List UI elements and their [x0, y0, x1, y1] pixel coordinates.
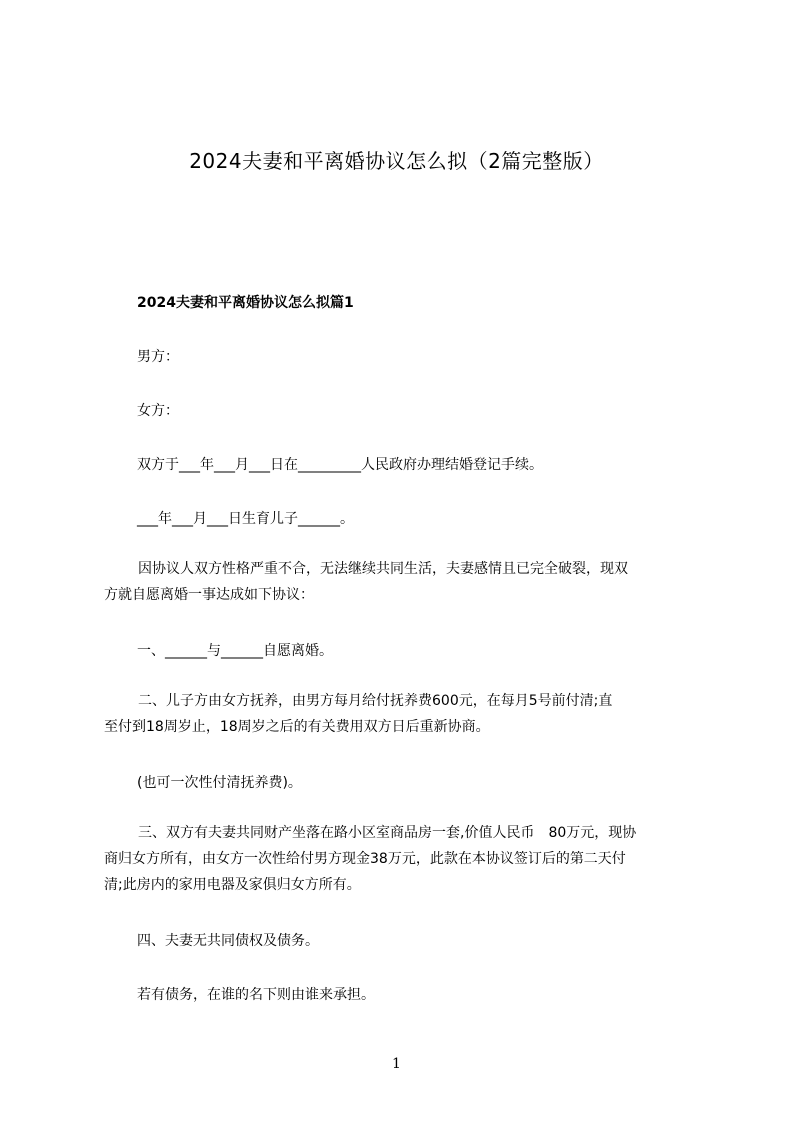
page-number: 1	[392, 1056, 401, 1072]
man-label: 男方：	[137, 349, 179, 365]
document-title: 2024夫妻和平离婚协议怎么拟（2篇完整版）	[189, 149, 604, 173]
clause-3-paragraph	[104, 820, 704, 898]
clause-2-line-1: 二、儿子方由女方抚养，由男方每月给付抚养费600元，在每月5号前付清;直	[138, 693, 613, 709]
clause-2-note: (也可一次性付清抚养费)。	[137, 775, 302, 791]
clause-3-line-1: 三、双方有夫妻共同财产坐落在路小区室商品房一套,价值人民币 80万元，现协	[138, 825, 637, 841]
clause-3-line-2: 商归女方所有，由女方一次性给付男方现金38万元，此款在本协议签订后的第二天付	[104, 851, 626, 867]
intro-line-2: 方就自愿离婚一事达成如下协议：	[104, 587, 314, 603]
child-birth-line: ___年___月___日生育儿子______。	[137, 511, 354, 527]
clause-1: 一、______与______自愿离婚。	[137, 643, 333, 659]
intro-line-1: 因协议人双方性格严重不合，无法继续共同生活，夫妻感情且已完全破裂，现双	[138, 561, 628, 577]
clause-3-line-3: 清;此房内的家用电器及家俱归女方所有。	[104, 877, 361, 893]
intro-paragraph	[104, 556, 704, 608]
section-heading: 2024夫妻和平离婚协议怎么拟篇1	[137, 295, 354, 311]
clause-2-line-2: 至付到18周岁止，18周岁之后的有关费用双方日后重新协商。	[104, 719, 490, 735]
clause-2-paragraph	[104, 688, 704, 740]
woman-label: 女方：	[137, 403, 179, 419]
marriage-registration-line: 双方于___年___月___日在_________人民政府办理结婚登记手续。	[137, 457, 543, 473]
clause-4: 四、夫妻无共同债权及债务。	[137, 933, 319, 949]
clause-4-note: 若有债务，在谁的名下则由谁来承担。	[137, 987, 375, 1003]
